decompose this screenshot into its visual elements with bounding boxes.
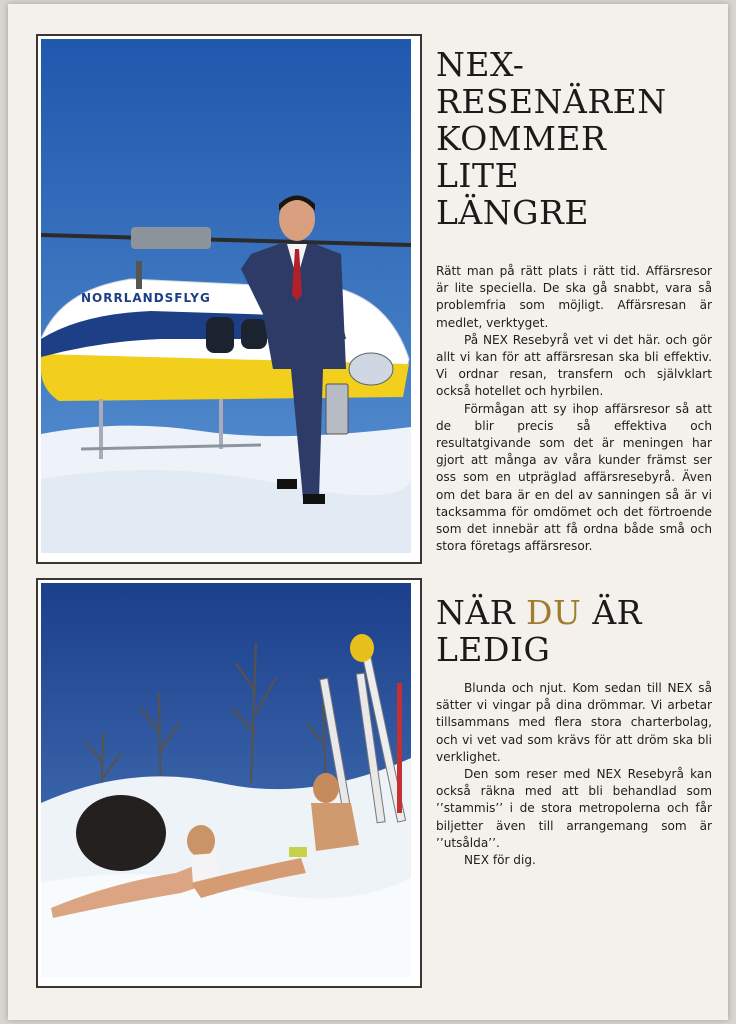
headline-word: NÄR [436, 593, 527, 632]
paragraph: Förmågan att sy ihop affärsresor så att de blir precis så effektiva och resultatgivande som det är meningen har gjort att många av våra kunder främst ser oss som en utpräglad affärsresebyrå. Även om det bara är en del av sanningen så är vi tacksamma för omdömet och det förtroende som det innebär att få ordna både små och stora företags affärsresor. [436, 401, 712, 554]
helicopter-photo [41, 39, 417, 559]
headline-line: LÄNGRE [436, 193, 589, 232]
snow-leisure-photo [41, 583, 417, 983]
paragraph: På NEX Resebyrå vet vi det här. och gör allt vi kan för att affärsresan ska bli effektiv. Vi ordnar resan, transfern och självklart också hotellet och hyrbilen. [436, 332, 712, 399]
paragraph: Blunda och njut. Kom sedan till NEX så sätter vi vingar på dina drömmar. Vi arbetar tillsammans med flera stora charterbolag, och vi vet vad som krävs för att dröm ska bli verklighet. [436, 681, 712, 764]
photo-frame-snow-leisure [36, 578, 422, 988]
headline-word: LEDIG [436, 630, 551, 669]
headline-line: NEX- [436, 45, 525, 84]
leisure-travel-text [436, 680, 712, 869]
business-travel-text [436, 263, 712, 555]
helicopter-label: NORRLANDSFLYG [81, 291, 211, 305]
paragraph: Den som reser med NEX Resebyrå kan också räkna med att bli behandlad som ’’stammis’’ i de stora metropolerna och får biljetter även till arrangemang som är ’’utsålda’’. [436, 767, 712, 850]
headline-line: RESENÄREN [436, 82, 667, 121]
paragraph: Rätt man på rätt plats i rätt tid. Affärsresor är lite speciella. De ska gå snabbt, vara så problemfria som möjligt. Affärsresan är medlet, verktyget. [436, 264, 712, 330]
headline-line: KOMMER [436, 119, 607, 158]
headline-line: LITE [436, 156, 520, 195]
paragraph: NEX för dig. [464, 853, 536, 868]
headline-leisure [436, 594, 726, 668]
photo-frame-helicopter [36, 34, 422, 564]
snow-leisure-scene [41, 583, 411, 977]
headline-accent-word: DU [526, 593, 582, 632]
headline-word: ÄR [581, 593, 642, 632]
brochure-page [8, 4, 728, 1020]
headline-business-traveler [436, 46, 726, 231]
